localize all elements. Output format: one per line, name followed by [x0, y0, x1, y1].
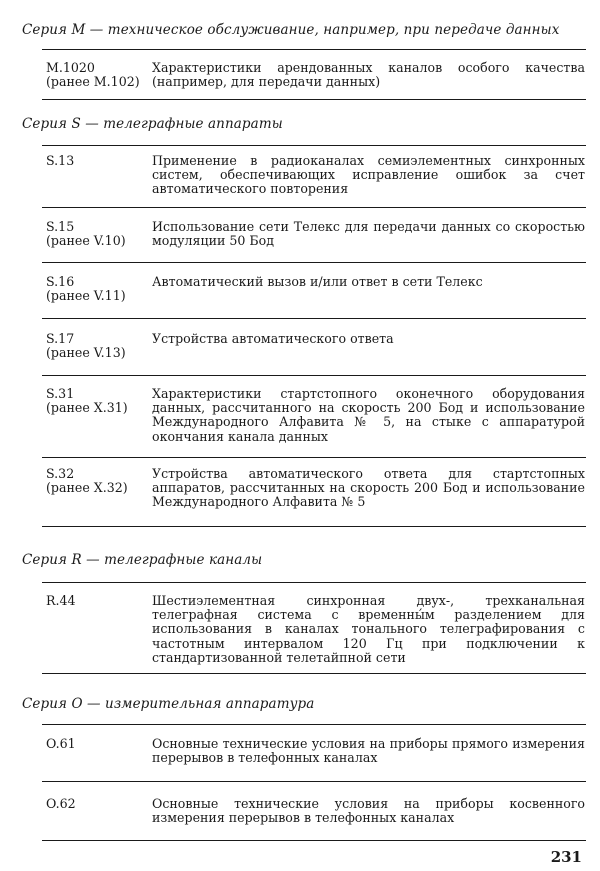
series-m-bottom-rule — [42, 99, 586, 100]
series-o-title: Серия O — измерительная аппаратура — [22, 696, 315, 712]
row-rule — [42, 207, 586, 208]
series-o-bottom-rule — [42, 840, 586, 841]
series-m-top-rule — [42, 49, 586, 50]
row-rule — [42, 457, 586, 458]
entry-code-cell — [46, 594, 151, 608]
entry-code: O.61 — [46, 736, 76, 751]
row-rule — [42, 318, 586, 319]
entry-code: M.1020 — [46, 60, 95, 75]
entry-code-cell — [46, 737, 151, 751]
entry-description: Устройства автоматического ответа для стартстопных аппаратов, рассчитанных на скорость 200 Бод и использование Международного Алфавита № 5 — [152, 466, 585, 510]
entry-code: S.17 — [46, 331, 75, 346]
entry-previous-code: (ранее V.11) — [46, 288, 126, 304]
entry-description: Характеристики арендованных каналов особого качества (например, для передачи данных) — [152, 60, 585, 90]
series-o-top-rule — [42, 724, 586, 725]
entry-code-cell — [46, 332, 151, 360]
entry-code: S.16 — [46, 274, 75, 289]
entry-code: S.13 — [46, 153, 75, 168]
entry-description: Автоматический вызов и/или ответ в сети Телекс — [152, 274, 483, 289]
entry-description: Основные технические условия на приборы прямого измерения перерывов в телефонных каналах — [152, 736, 585, 766]
entry-code: S.32 — [46, 466, 75, 481]
row-rule — [42, 262, 586, 263]
series-m-title: Серия M — техническое обслуживание, например, при передаче данных — [22, 22, 560, 38]
entry-code: S.15 — [46, 219, 75, 234]
row-rule — [42, 375, 586, 376]
entry-description: Шестиэлементная синхронная двух-, трехканальная телеграфная система с временны́м разделением для использования в каналах тонального телеграфирования с частотным интервалом 120 Гц при подключении к стандартизованной телетайпной сети — [152, 593, 585, 665]
entry-previous-code: (ранее X.32) — [46, 480, 128, 496]
entry-code-cell — [46, 387, 151, 415]
entry-code-cell — [46, 797, 151, 811]
entry-description: Устройства автоматического ответа — [152, 331, 394, 346]
entry-code-cell — [46, 154, 151, 168]
entry-previous-code: (ранее V.13) — [46, 345, 126, 361]
entry-code: R.44 — [46, 593, 76, 608]
entry-description: Основные технические условия на приборы косвенного измерения перерывов в телефонных каналах — [152, 796, 585, 826]
series-s-bottom-rule — [42, 526, 586, 527]
entry-code-cell — [46, 275, 151, 303]
entry-code-cell — [46, 220, 151, 248]
entry-description: Применение в радиоканалах семиэлементных синхронных систем, обеспечивающих исправление ошибок за счет автоматического повторения — [152, 153, 585, 197]
entry-previous-code: (ранее X.31) — [46, 400, 128, 416]
entry-code: S.31 — [46, 386, 75, 401]
series-s-title: Серия S — телеграфные аппараты — [22, 116, 283, 132]
entry-previous-code: (ранее M.102) — [46, 74, 140, 90]
series-s-top-rule — [42, 145, 586, 146]
entry-previous-code: (ранее V.10) — [46, 233, 126, 249]
entry-code: O.62 — [46, 796, 76, 811]
entry-code-cell — [46, 61, 151, 89]
entry-code-cell — [46, 467, 151, 495]
series-r-top-rule — [42, 582, 586, 583]
page-number: 231 — [550, 848, 582, 866]
entry-description: Характеристики стартстопного оконечного оборудования данных, рассчитанного на скорость 200 Бод и использование Международного Алфавита № 5, на стыке с аппаратурой окончания канала данных — [152, 386, 585, 444]
series-r-title: Серия R — телеграфные каналы — [22, 552, 263, 568]
series-r-bottom-rule — [42, 673, 586, 674]
entry-description: Использование сети Телекс для передачи данных со скоростью модуляции 50 Бод — [152, 219, 585, 249]
row-rule — [42, 781, 586, 782]
